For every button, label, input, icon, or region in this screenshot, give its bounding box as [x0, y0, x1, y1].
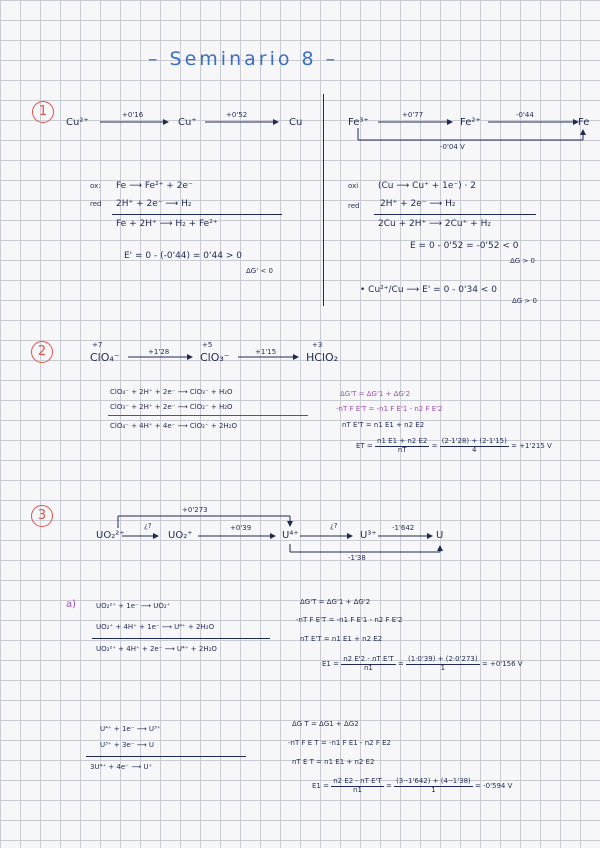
equation: U⁴⁺ + 1e⁻ ⟶ U³⁺	[100, 725, 161, 733]
result-value: = +0'156 V	[481, 660, 523, 668]
result-lhs: E1 =	[312, 782, 329, 790]
species-label: Fe	[578, 117, 590, 128]
sum-line	[108, 415, 308, 416]
potential-label: -0'44	[516, 111, 534, 119]
species-label: Fe²⁺	[460, 117, 481, 128]
sum-line	[374, 214, 536, 215]
fraction: $\frac{n1 E1 + n2 E2}{nT}$	[377, 437, 428, 454]
thermo-line: ΔG'T = ΔG'1 + ΔG'2	[300, 598, 371, 606]
potential-label: +0'16	[122, 111, 144, 119]
result-lhs: E1 =	[322, 660, 339, 668]
fraction: $\frac{(1\cdot 0'39) + (2\cdot 0'273)}{1}$	[408, 655, 478, 672]
part-label: a)	[66, 599, 77, 610]
sum-line	[92, 638, 270, 639]
species-label: Cu	[289, 117, 303, 128]
potential-calc: E' = 0 - (-0'44) = 0'44 > 0	[124, 251, 242, 261]
page-title: – Seminario 8 –	[148, 48, 339, 70]
equation: 2H⁺ + 2e⁻ ⟶ H₂	[380, 199, 456, 209]
species-label: ClO₃⁻	[200, 351, 230, 364]
sum-line	[112, 214, 282, 215]
species-label: U³⁺	[360, 530, 377, 541]
ox-state: +3	[312, 341, 323, 349]
result-formula: E1 = $\frac{\text{n2 E2 - nT E'T}}{n1}$ = $\frac{(3\cdot-1'642) + (4\cdot-1'38)}{1}$ = -0'594 V	[312, 777, 513, 794]
red-label: red	[90, 200, 102, 208]
potential-label: -1'38	[348, 554, 366, 562]
species-label: U	[436, 530, 444, 541]
fraction: $\frac{(2\cdot 1'28) + (2\cdot 1'15)}{4}$	[441, 437, 507, 454]
equation: 2Cu + 2H⁺ ⟶ 2Cu⁺ + H₂	[378, 219, 491, 229]
thermo-line: ΔG T = ΔG1 + ΔG2	[292, 720, 359, 728]
red-label: red	[348, 202, 360, 210]
equation: (Cu ⟶ Cu⁺ + 1e⁻) · 2	[378, 181, 476, 191]
species-label: U⁴⁺	[282, 530, 299, 541]
thermo-line: -nT F E'T = -n1 F E'1 - n2 F E'2	[336, 405, 443, 413]
species-label: Cu²⁺	[66, 117, 89, 128]
potential-label: +0'77	[402, 111, 424, 119]
ox-state: +5	[202, 341, 213, 349]
potential-label: ¿?	[144, 522, 152, 530]
equation: UO₂⁺ + 4H⁺ + 1e⁻ ⟶ U⁴⁺ + 2H₂O	[96, 623, 215, 631]
equation: U³⁺ + 3e⁻ ⟶ U	[100, 741, 155, 749]
potential-calc: • Cu²⁺/Cu ⟶ E' = 0 - 0'34 < 0	[360, 285, 497, 295]
equation: ClO₄⁻ + 2H⁺ + 2e⁻ ⟶ ClO₃⁻ + H₂O	[110, 388, 233, 396]
thermo-line: nT E T = n1 E1 + n2 E2	[292, 758, 375, 766]
species-label: UO₂²⁺	[96, 530, 125, 541]
thermo-line: -nT F E T = -n1 F E1 - n2 F E2	[288, 739, 391, 747]
equation: Fe ⟶ Fe²⁺ + 2e⁻	[116, 181, 193, 191]
potential-label: +1'28	[148, 348, 170, 356]
thermo-line: nT E'T = n1 E1 + n2 E2	[300, 635, 383, 643]
equation: 3U⁴⁺ + 4e⁻ ⟶ U⁺	[90, 763, 153, 771]
potential-label: -0'04 V	[440, 143, 465, 151]
species-label: HClO₂	[306, 351, 339, 364]
species-label: Fe³⁺	[348, 117, 369, 128]
potential-label: +1'15	[255, 348, 277, 356]
equation: ClO₃⁻ + 2H⁺ + 2e⁻ ⟶ ClO₂⁻ + H₂O	[110, 403, 233, 411]
potential-label: +0'39	[230, 524, 252, 532]
thermo-line: ΔG'T = ΔG'1 + ΔG'2	[340, 390, 411, 398]
section-divider	[323, 94, 324, 306]
section-number: 2	[31, 341, 53, 363]
fraction: $\frac{\text{n2 E2 - nT E'T}}{n1}$	[333, 777, 382, 794]
species-label: Cu⁺	[178, 117, 197, 128]
potential-label: -1'642	[392, 524, 415, 532]
equation: Fe + 2H⁺ ⟶ H₂ + Fe²⁺	[116, 219, 218, 229]
thermo-line: nT E'T = n1 E1 + n2 E2	[342, 421, 425, 429]
potential-calc: E = 0 - 0'52 = -0'52 < 0	[410, 241, 519, 251]
thermo-line: -nT F E'T = -n1 F E'1 - n2 F E'2	[296, 616, 403, 624]
sum-line	[86, 756, 246, 757]
gibbs-sign: ΔG' < 0	[246, 267, 273, 275]
section-number: 1	[32, 101, 54, 123]
result-value: = +1'215 V	[511, 442, 552, 450]
result-formula: E1 = $\frac{\text{n2 E'2 - nT E'T}}{n1}$ = $\frac{(1\cdot 0'39) + (2\cdot 0'273)}{1}$ = +0'156 V	[322, 655, 523, 672]
gibbs-sign: ΔG > 0	[512, 297, 537, 305]
potential-label: +0'273	[182, 506, 208, 514]
equation: UO₂²⁺ + 4H⁺ + 2e⁻ ⟶ U⁴⁺ + 2H₂O	[96, 645, 217, 653]
ox-label: ox:	[90, 182, 101, 190]
potential-label: ¿?	[330, 522, 338, 530]
section-number: 3	[31, 505, 53, 527]
potential-label: +0'52	[226, 111, 248, 119]
equation: UO₂²⁺ + 1e⁻ ⟶ UO₂⁺	[96, 602, 171, 610]
ox-label: oxi	[348, 182, 359, 190]
equation: 2H⁺ + 2e⁻ ⟶ H₂	[116, 199, 192, 209]
species-label: ClO₄⁻	[90, 351, 120, 364]
equation: ClO₄⁻ + 4H⁺ + 4e⁻ ⟶ ClO₂⁻ + 2H₂O	[110, 422, 238, 430]
fraction: $\frac{\text{n2 E'2 - nT E'T}}{n1}$	[343, 655, 394, 672]
result-value: = -0'594 V	[475, 782, 513, 790]
result-lhs: ET =	[356, 442, 373, 450]
ox-state: +7	[92, 341, 103, 349]
result-formula: ET = $\frac{n1 E1 + n2 E2}{nT}$ = $\frac{(2\cdot 1'28) + (2\cdot 1'15)}{4}$ = +1'215 V	[356, 437, 552, 454]
fraction: $\frac{(3\cdot-1'642) + (4\cdot-1'38)}{1}$	[396, 777, 471, 794]
species-label: UO₂⁺	[168, 530, 193, 541]
gibbs-sign: ΔG > 0	[510, 257, 535, 265]
